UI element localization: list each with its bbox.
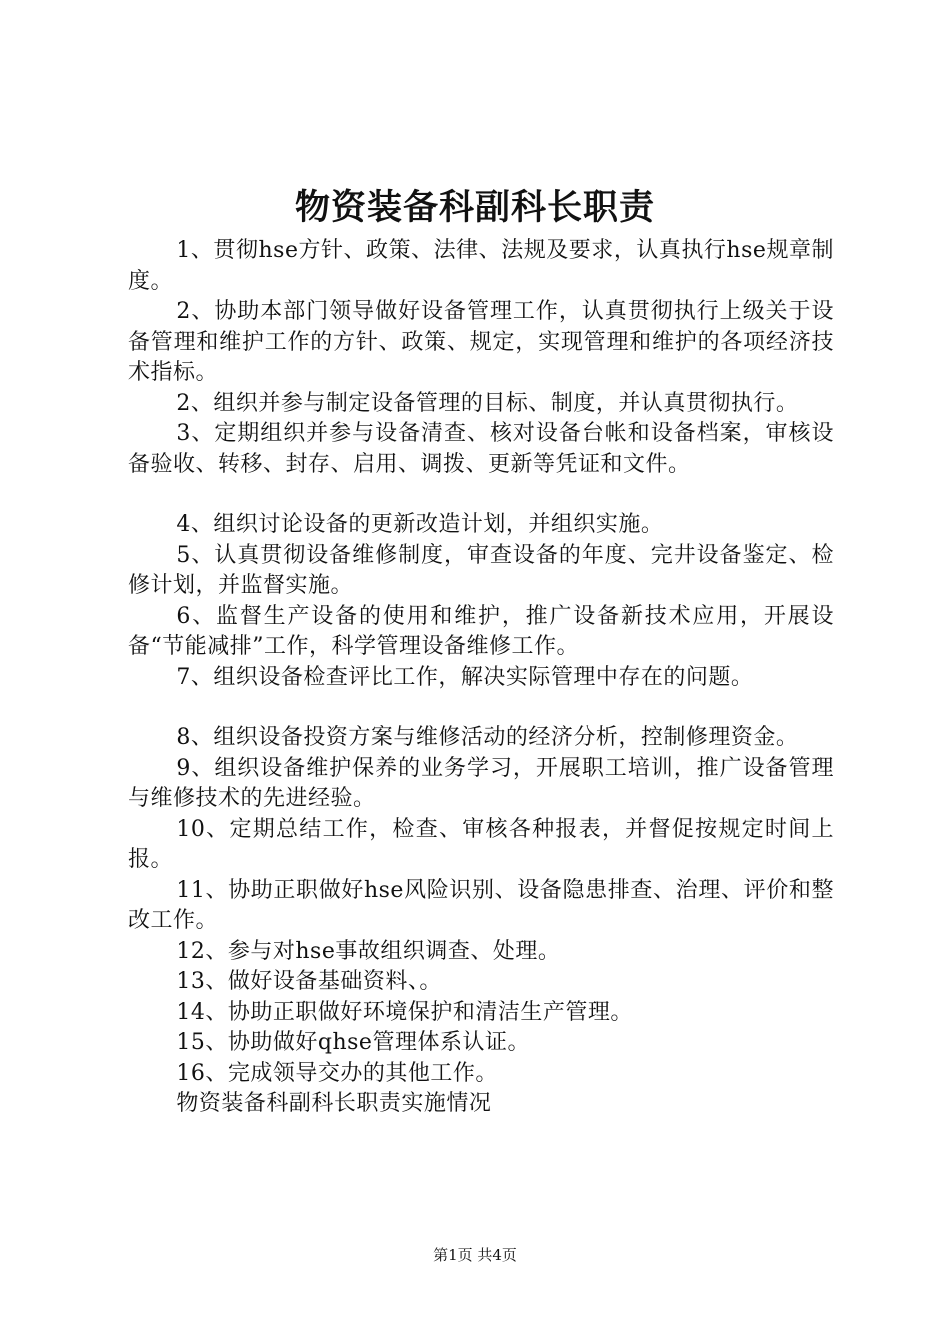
paragraph-7: 6、监督生产设备的使用和维护，推广设备新技术应用，开展设备“节能减排”工作，科学管理设备维修工作。 xyxy=(128,603,834,659)
page-footer: 第1页 共4页 xyxy=(433,1246,517,1264)
paragraph-9: 8、组织设备投资方案与维修活动的经济分析，控制修理资金。 xyxy=(176,725,799,750)
paragraph-2: 2、协助本部门领导做好设备管理工作，认真贯彻执行上级关于设备管理和维护工作的方针、政策、规定，实现管理和维护的各项经济技术指标。 xyxy=(128,299,834,385)
paragraph-18: 物资装备科副科长职责实施情况 xyxy=(176,1091,492,1116)
paragraph-12: 11、协助正职做好hse风险识别、设备隐患排查、治理、评价和整改工作。 xyxy=(128,877,834,933)
paragraph-14: 13、做好设备基础资料、。 xyxy=(176,969,442,994)
paragraph-10: 9、组织设备维护保养的业务学习，开展职工培训，推广设备管理与维修技术的先进经验。 xyxy=(128,755,834,811)
paragraph-1: 1、贯彻hse方针、政策、法律、法规及要求，认真执行hse规章制度。 xyxy=(128,238,834,294)
paragraph-17: 16、完成领导交办的其他工作。 xyxy=(176,1060,498,1086)
page-title: 物资装备科副科长职责 xyxy=(294,187,655,228)
paragraph-5: 4、组织讨论设备的更新改造计划，并组织实施。 xyxy=(176,512,664,537)
paragraph-6: 5、认真贯彻设备维修制度，审查设备的年度、完井设备鉴定、检修计划，并监督实施。 xyxy=(128,542,834,598)
paragraph-16: 15、协助做好qhse管理体系认证。 xyxy=(176,1030,530,1055)
paragraph-8: 7、组织设备检查评比工作，解决实际管理中存在的问题。 xyxy=(176,664,754,690)
paragraph-3: 2、组织并参与制定设备管理的目标、制度，并认真贯彻执行。 xyxy=(176,390,799,416)
paragraph-15: 14、协助正职做好环境保护和清洁生产管理。 xyxy=(176,999,633,1025)
document-body xyxy=(128,236,834,1120)
paragraph-4: 3、定期组织并参与设备清查、核对设备台帐和设备档案，审核设备验收、转移、封存、启用、调拨、更新等凭证和文件。 xyxy=(128,421,834,477)
paragraph-13: 12、参与对hse事故组织调查、处理。 xyxy=(176,938,561,964)
paragraph-11: 10、定期总结工作，检查、审核各种报表，并督促按规定时间上报。 xyxy=(128,816,834,872)
